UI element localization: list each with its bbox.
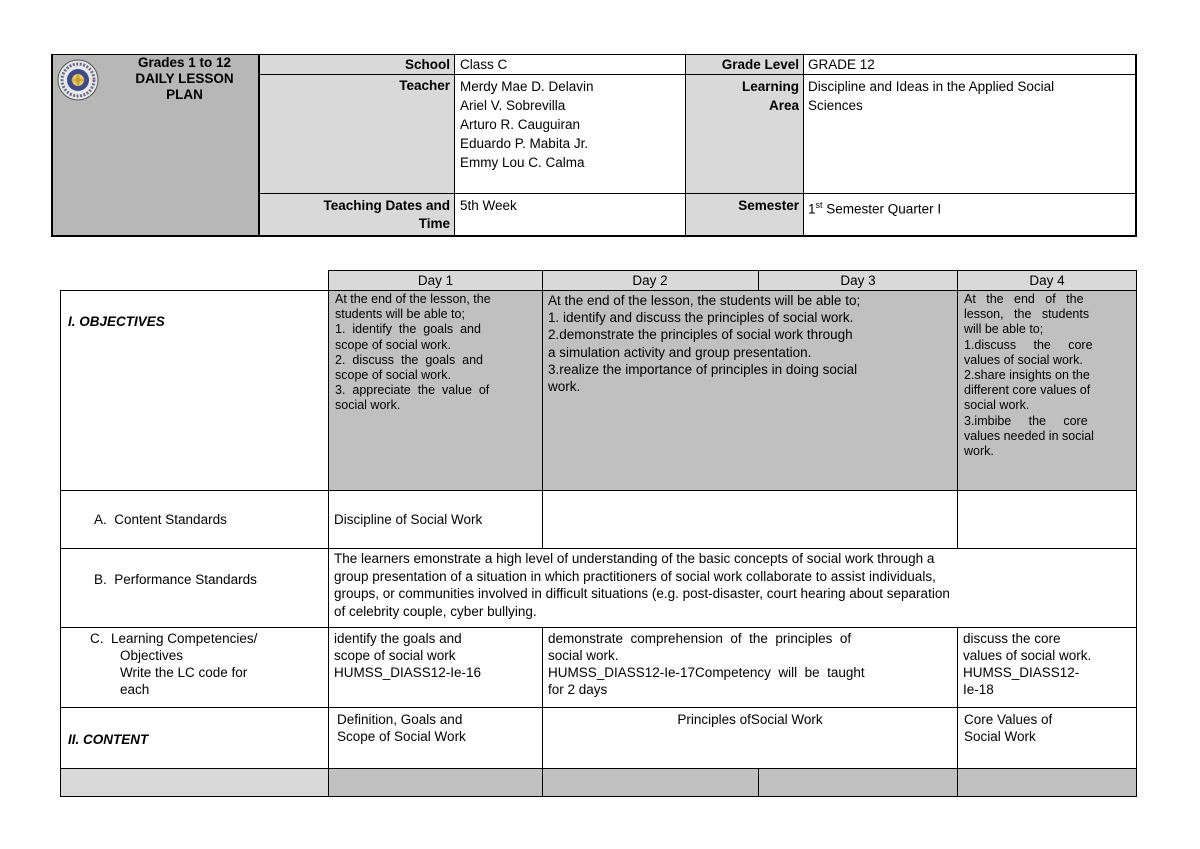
competencies-day4: discuss the core values of social work. HUMSS_DIASS12- Ie-18 [963,631,1092,697]
teacher-name: Arturo R. Cauguiran [460,117,581,132]
header-title: Grades 1 to 12 DAILY LESSON PLAN [135,55,234,102]
teacher-list [460,77,686,172]
performance-standards-label: B. Performance Standards [94,572,257,587]
learning-area-label: Learning Area [741,79,799,113]
teacher-name: Ariel V. Sobrevilla [460,98,566,113]
learning-area-value: Discipline and Ideas in the Applied Social Sciences [808,79,1055,113]
semester-value: 1st Semester Quarter I [808,200,942,217]
competencies-day1: identify the goals and scope of social work HUMSS_DIASS12-Ie-16 [334,631,482,680]
content-day1: Definition, Goals and Scope of Social Work [337,712,466,744]
content-day2-3: Principles ofSocial Work [677,712,823,727]
teacher-label: Teacher [399,78,450,93]
competencies-day2-3: demonstrate comprehension of the principles of social work. HUMSS_DIASS12-Ie-17Competency will be taught for 2 days [548,631,865,697]
performance-standards-value: The learners emonstrate a high level of understanding of the basic concepts of social work through a group presentation of a situation in which practitioners of social work collaborate to assist individuals, groups, or communities involved in difficult situations (e.g. post-disaster, court hearing about separation of celebrity couple, cyber bullying. [334,551,950,619]
competencies-label: C. Learning Competencies/ Objectives Write the LC code for each [90,631,258,697]
day-3-header: Day 3 [840,273,876,288]
teacher-name: Emmy Lou C. Calma [460,155,585,170]
day-1-header: Day 1 [417,273,454,288]
content-day4: Core Values of Social Work [964,712,1053,744]
day-4-header: Day 4 [1029,273,1065,288]
semester-label: Semester [738,198,799,213]
grade-level-value: GRADE 12 [808,57,875,72]
deped-seal-icon [57,59,99,101]
objectives-label: I. OBJECTIVES [68,314,165,329]
school-value: Class C [460,57,508,72]
school-label: School [404,57,450,72]
teacher-name: Eduardo P. Mabita Jr. [460,136,589,151]
content-label: II. CONTENT [68,732,149,747]
teaching-dates-label: Teaching Dates and Time [323,198,450,231]
teaching-dates-value: 5th Week [460,198,517,213]
content-standards-label: A. Content Standards [94,512,227,527]
objectives-day2-3: At the end of the lesson, the students will be able to; 1. identify and discuss the principles of social work. 2.demonstrate the principles of social work through a simulation activity and group presentation. 3.realize the importance of principles in doing social work. [548,293,861,395]
grade-level-label: Grade Level [721,57,799,72]
objectives-day1: At the end of the lesson, the students will be able to; 1. identify the goals and scope of social work. 2. discuss the goals and scope of social work. 3. appreciate the value of social work. [335,292,491,413]
objectives-day4: At the end of the lesson, the students will be able to; 1.discuss the core values of social work. 2.share insights on the different core values of social work. 3.imbibe the core values needed in social work. [964,292,1094,459]
teacher-name: Merdy Mae D. Delavin [460,79,594,94]
day-2-header: Day 2 [632,273,668,288]
bottom-row-label-bg [61,769,329,796]
bottom-row-bg [329,769,1136,796]
content-standards-value: Discipline of Social Work [334,512,483,527]
